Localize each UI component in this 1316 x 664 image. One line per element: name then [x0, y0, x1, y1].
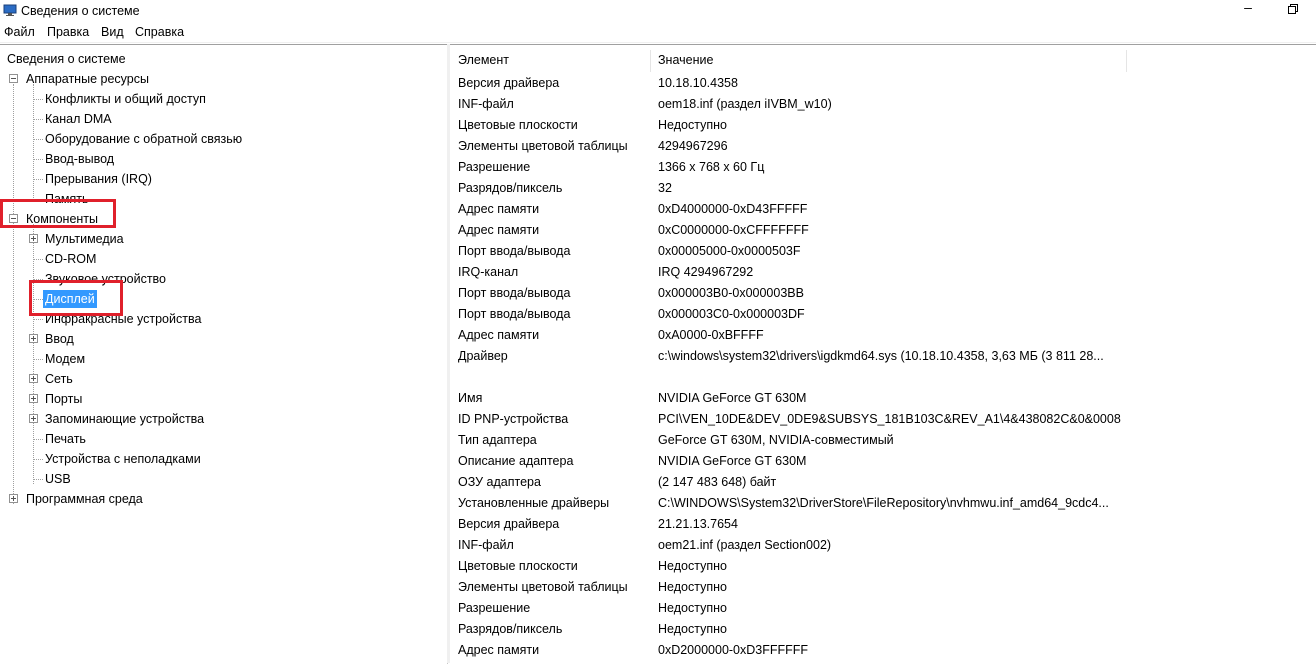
expand-icon[interactable]: [29, 394, 38, 403]
cell-value: PCI\VEN_10DE&DEV_0DE9&SUBSYS_181B103C&REV_A1\4&438082C&0&0008: [658, 412, 1121, 426]
cell-item: Версия драйвера: [458, 76, 560, 90]
cell-value: 4294967296: [658, 139, 728, 153]
menu-view[interactable]: Вид: [101, 25, 124, 39]
cell-item: Элементы цветовой таблицы: [458, 580, 628, 594]
menu-edit[interactable]: Правка: [47, 25, 90, 39]
list-row[interactable]: [450, 283, 1316, 304]
cell-item: Порт ввода/вывода: [458, 307, 571, 321]
cell-value: 10.18.10.4358: [658, 76, 738, 90]
list-row[interactable]: [450, 115, 1316, 136]
cell-value: 0x000003B0-0x000003BB: [658, 286, 804, 300]
tree-item-label: Ввод: [45, 332, 74, 346]
tree-item-label: Инфракрасные устройства: [45, 312, 202, 326]
cell-item: Элементы цветовой таблицы: [458, 139, 628, 153]
cell-item: IRQ-канал: [458, 265, 519, 279]
list-row[interactable]: [450, 409, 1316, 430]
menu-separator: [0, 42, 1316, 43]
cell-item: Версия драйвера: [458, 517, 560, 531]
tree-item-label: Печать: [45, 432, 86, 446]
list-row[interactable]: [450, 430, 1316, 451]
cell-item: Драйвер: [458, 349, 508, 363]
cell-value: 32: [658, 181, 672, 195]
cell-item: Разрешение: [458, 601, 531, 615]
cell-value: Недоступно: [658, 559, 727, 573]
list-row[interactable]: [450, 640, 1316, 661]
cell-value: C:\WINDOWS\System32\DriverStore\FileRepository\nvhmwu.inf_amd64_9cdc4...: [658, 496, 1109, 510]
cell-item: Адрес памяти: [458, 328, 540, 342]
cell-item: Цветовые плоскости: [458, 118, 578, 132]
expand-icon[interactable]: [29, 374, 38, 383]
cell-value: 1366 x 768 x 60 Гц: [658, 160, 765, 174]
list-row[interactable]: [450, 220, 1316, 241]
tree-item-label: Оборудование с обратной связью: [45, 132, 243, 146]
tree-line: [33, 139, 43, 140]
list-row[interactable]: [450, 367, 1316, 388]
cell-value: NVIDIA GeForce GT 630M: [658, 454, 807, 468]
cell-value: 0x00005000-0x0000503F: [658, 244, 801, 258]
tree-item-label: Порты: [45, 392, 83, 406]
tree-line: [33, 319, 43, 320]
cell-item: Адрес памяти: [458, 202, 540, 216]
tree-item-label: Звуковое устройство: [45, 272, 167, 286]
cell-item: ID PNP-устройства: [458, 412, 569, 426]
cell-value: 0xA0000-0xBFFFF: [658, 328, 764, 342]
cell-value: 0x000003C0-0x000003DF: [658, 307, 805, 321]
column-header-item[interactable]: Элемент: [458, 53, 509, 67]
list-row[interactable]: [450, 136, 1316, 157]
tree-item-label: Аппаратные ресурсы: [26, 72, 149, 86]
list-row[interactable]: [450, 178, 1316, 199]
cell-item: ОЗУ адаптера: [458, 475, 541, 489]
list-row[interactable]: [450, 157, 1316, 178]
list-header: [450, 50, 1316, 72]
cell-item: Тип адаптера: [458, 433, 537, 447]
tree-item-hardware[interactable]: [0, 69, 440, 89]
cell-item: Адрес памяти: [458, 223, 540, 237]
tree-item-label: Компоненты: [26, 212, 99, 226]
cell-value: oem18.inf (раздел iIVBM_w10): [658, 97, 832, 111]
tree-line: [13, 84, 14, 504]
list-row[interactable]: [450, 556, 1316, 577]
tree-item-label: Конфликты и общий доступ: [45, 92, 206, 106]
list-row[interactable]: [450, 325, 1316, 346]
column-header-value[interactable]: Значение: [658, 53, 714, 67]
window-title: Сведения о системе: [21, 4, 140, 18]
cell-item: Установленные драйверы: [458, 496, 610, 510]
tree-line: [33, 459, 43, 460]
cell-value: c:\windows\system32\drivers\igdkmd64.sys (10.18.10.4358, 3,63 МБ (3 811 28...: [658, 349, 1104, 363]
list-row[interactable]: [450, 199, 1316, 220]
tree-item-label: Память: [45, 192, 89, 206]
cell-item: Разрешение: [458, 160, 531, 174]
list-row[interactable]: [450, 598, 1316, 619]
restore-button[interactable]: [1286, 2, 1300, 16]
cell-value: oem21.inf (раздел Section002): [658, 538, 832, 552]
cell-item: Порт ввода/вывода: [458, 244, 571, 258]
cell-value: GeForce GT 630M, NVIDIA-совместимый: [658, 433, 894, 447]
tree-line: [33, 479, 43, 480]
tree-line: [33, 84, 34, 200]
cell-value: Недоступно: [658, 580, 727, 594]
list-row[interactable]: [450, 493, 1316, 514]
list-row[interactable]: [450, 619, 1316, 640]
tree-item-label: Сведения о системе: [7, 52, 126, 66]
list-row[interactable]: [450, 577, 1316, 598]
list-row[interactable]: [450, 472, 1316, 493]
cell-item: Имя: [458, 391, 483, 405]
list-row[interactable]: [450, 388, 1316, 409]
list-row[interactable]: [450, 514, 1316, 535]
tree-line: [33, 224, 34, 484]
menu-bar: [0, 22, 1316, 42]
expand-icon[interactable]: [29, 414, 38, 423]
collapse-icon[interactable]: [9, 74, 18, 83]
tree-item-label: USB: [45, 472, 71, 486]
cell-item: INF-файл: [458, 97, 514, 111]
tree-line: [33, 439, 43, 440]
list-row[interactable]: [450, 451, 1316, 472]
cell-value: 0xD4000000-0xD43FFFFF: [658, 202, 808, 216]
menu-file[interactable]: Файл: [4, 25, 35, 39]
cell-item: Адрес памяти: [458, 643, 540, 657]
cell-value: (2 147 483 648) байт: [658, 475, 777, 489]
cell-item: INF-файл: [458, 538, 514, 552]
tree-item-label: Устройства с неполадками: [45, 452, 201, 466]
cell-value: NVIDIA GeForce GT 630M: [658, 391, 807, 405]
list-row[interactable]: [450, 73, 1316, 94]
tree-item-label: Прерывания (IRQ): [45, 172, 152, 186]
expand-icon[interactable]: [29, 334, 38, 343]
tree-line: [33, 359, 43, 360]
annotation-highlight-components: [0, 199, 116, 228]
cell-value: IRQ 4294967292: [658, 265, 754, 279]
list-row[interactable]: [450, 304, 1316, 325]
cell-value: Недоступно: [658, 601, 727, 615]
list-row[interactable]: [450, 94, 1316, 115]
cell-value: 0xC0000000-0xCFFFFFFF: [658, 223, 809, 237]
cell-item: Разрядов/пиксель: [458, 622, 563, 636]
list-row[interactable]: [450, 535, 1316, 556]
tree-item-label: Запоминающие устройства: [45, 412, 205, 426]
cell-item: Порт ввода/вывода: [458, 286, 571, 300]
tree-item-label: Сеть: [45, 372, 73, 386]
column-divider[interactable]: [650, 50, 651, 72]
cell-item: Цветовые плоскости: [458, 559, 578, 573]
tree-item-label: Мультимедиа: [45, 232, 124, 246]
cell-value: 0xD2000000-0xD3FFFFFF: [658, 643, 809, 657]
tree-item-label: Ввод-вывод: [45, 152, 115, 166]
tree-line: [33, 119, 43, 120]
tree-item-label: Дисплей: [45, 292, 95, 306]
system-info-app-icon: [3, 3, 17, 17]
details-list[interactable]: [450, 44, 1316, 664]
list-row[interactable]: [450, 241, 1316, 262]
menu-help[interactable]: Справка: [135, 25, 185, 39]
cell-item: Разрядов/пиксель: [458, 181, 563, 195]
tree-item-label: Модем: [45, 352, 86, 366]
annotation-highlight-display: [29, 280, 123, 316]
expand-icon[interactable]: [29, 234, 38, 243]
expand-icon[interactable]: [9, 494, 18, 503]
cell-value: 21.21.13.7654: [658, 517, 738, 531]
tree-item-label: Канал DMA: [45, 112, 112, 126]
cell-value: Недоступно: [658, 118, 727, 132]
title-bar: [0, 0, 1316, 22]
tree-item-label: CD-ROM: [45, 252, 97, 266]
tree-item-label: Программная среда: [26, 492, 143, 506]
cell-value: Недоступно: [658, 622, 727, 636]
column-divider[interactable]: [1126, 50, 1127, 72]
tree-line: [33, 179, 43, 180]
tree-line: [33, 259, 43, 260]
list-row[interactable]: [450, 346, 1316, 367]
list-row[interactable]: [450, 262, 1316, 283]
tree-line: [33, 159, 43, 160]
cell-item: Описание адаптера: [458, 454, 574, 468]
category-tree[interactable]: [0, 44, 448, 664]
minimize-button[interactable]: –: [1244, 0, 1252, 15]
tree-line: [33, 99, 43, 100]
